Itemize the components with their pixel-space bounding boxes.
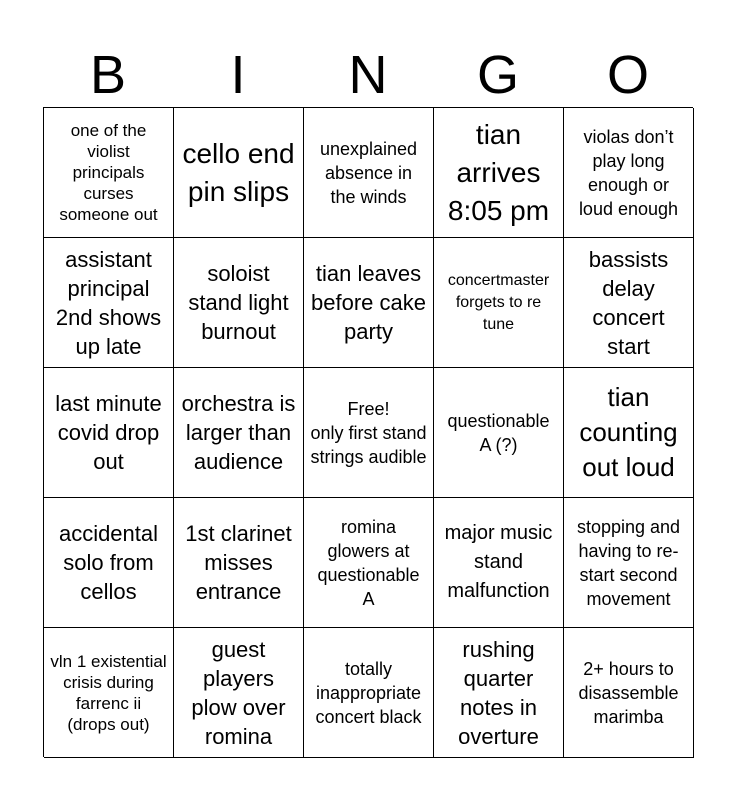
- cell-text: orchestra is larger than audience: [181, 391, 296, 474]
- cell-text: unexplained absence in the winds: [319, 138, 418, 207]
- bingo-board: [43, 107, 693, 757]
- cell-text: totally inappropriate concert black: [315, 658, 422, 727]
- cell-text: questionable A (?): [447, 410, 550, 455]
- bingo-cell-r1-c1[interactable]: [44, 108, 174, 238]
- cell-text: vln 1 existential crisis during farrenc ii (drops out): [50, 651, 167, 734]
- bingo-cell-r5-c2[interactable]: [174, 628, 304, 758]
- bingo-cell-r4-c5[interactable]: [564, 498, 694, 628]
- cell-text: accidental solo from cellos: [58, 521, 159, 604]
- header-letter-o: O: [606, 45, 649, 105]
- cell-text: tian counting out loud: [579, 382, 678, 482]
- bingo-cell-r2-c3[interactable]: [304, 238, 434, 368]
- cell-text: concertmaster forgets to re tune: [447, 271, 550, 333]
- cell-text: tian leaves before cake party: [311, 261, 426, 344]
- cell-text: bassists delay concert start: [588, 246, 669, 359]
- bingo-header: [43, 40, 693, 108]
- cell-text: assistant principal 2nd shows up late: [55, 246, 162, 359]
- bingo-cell-r3-c2[interactable]: [174, 368, 304, 498]
- bingo-cell-r2-c5[interactable]: [564, 238, 694, 368]
- cell-text: Free! only first stand strings audible: [310, 398, 427, 467]
- cell-text: tian arrives 8:05 pm: [447, 118, 550, 226]
- header-letter-n: N: [348, 45, 388, 105]
- cell-text: 2+ hours to disassemble marimba: [578, 658, 679, 727]
- cell-text: violas don’t play long enough or loud enough: [578, 126, 679, 219]
- bingo-cell-r4-c4[interactable]: [434, 498, 564, 628]
- bingo-cell-r5-c3[interactable]: [304, 628, 434, 758]
- cell-text: major music stand malfunction: [444, 522, 553, 602]
- header-letter-b: B: [89, 45, 127, 105]
- header-letter-g: G: [476, 45, 519, 105]
- bingo-cell-r5-c4[interactable]: [434, 628, 564, 758]
- cell-text: one of the violist principals curses someone out: [59, 121, 158, 224]
- bingo-cell-r4-c2[interactable]: [174, 498, 304, 628]
- cell-text: 1st clarinet misses entrance: [185, 521, 292, 604]
- cell-text: guest players plow over romina: [191, 636, 286, 749]
- bingo-cell-r1-c2[interactable]: [174, 108, 304, 238]
- bingo-cell-r1-c5[interactable]: [564, 108, 694, 238]
- cell-text: last minute covid drop out: [55, 391, 162, 474]
- cell-text: cello end pin slips: [182, 137, 295, 207]
- cell-text: soloist stand light burnout: [188, 261, 289, 344]
- cell-text: romina glowers at questionable A: [317, 516, 420, 609]
- bingo-cell-r5-c5[interactable]: [564, 628, 694, 758]
- bingo-cell-r2-c4[interactable]: [434, 238, 564, 368]
- header-letter-i: I: [230, 45, 246, 105]
- bingo-cell-r4-c1[interactable]: [44, 498, 174, 628]
- bingo-cell-r5-c1[interactable]: [44, 628, 174, 758]
- bingo-cell-r4-c3[interactable]: [304, 498, 434, 628]
- bingo-cell-r3-c5[interactable]: [564, 368, 694, 498]
- bingo-cell-r1-c4[interactable]: [434, 108, 564, 238]
- bingo-cell-r3-c4[interactable]: [434, 368, 564, 498]
- cell-text: rushing quarter notes in overture: [458, 636, 539, 749]
- bingo-cell-r2-c1[interactable]: [44, 238, 174, 368]
- bingo-cell-r1-c3[interactable]: [304, 108, 434, 238]
- bingo-cell-r2-c2[interactable]: [174, 238, 304, 368]
- cell-text: stopping and having to re-start second movement: [576, 516, 681, 609]
- bingo-cell-r3-c3-free[interactable]: [304, 368, 434, 498]
- bingo-cell-r3-c1[interactable]: [44, 368, 174, 498]
